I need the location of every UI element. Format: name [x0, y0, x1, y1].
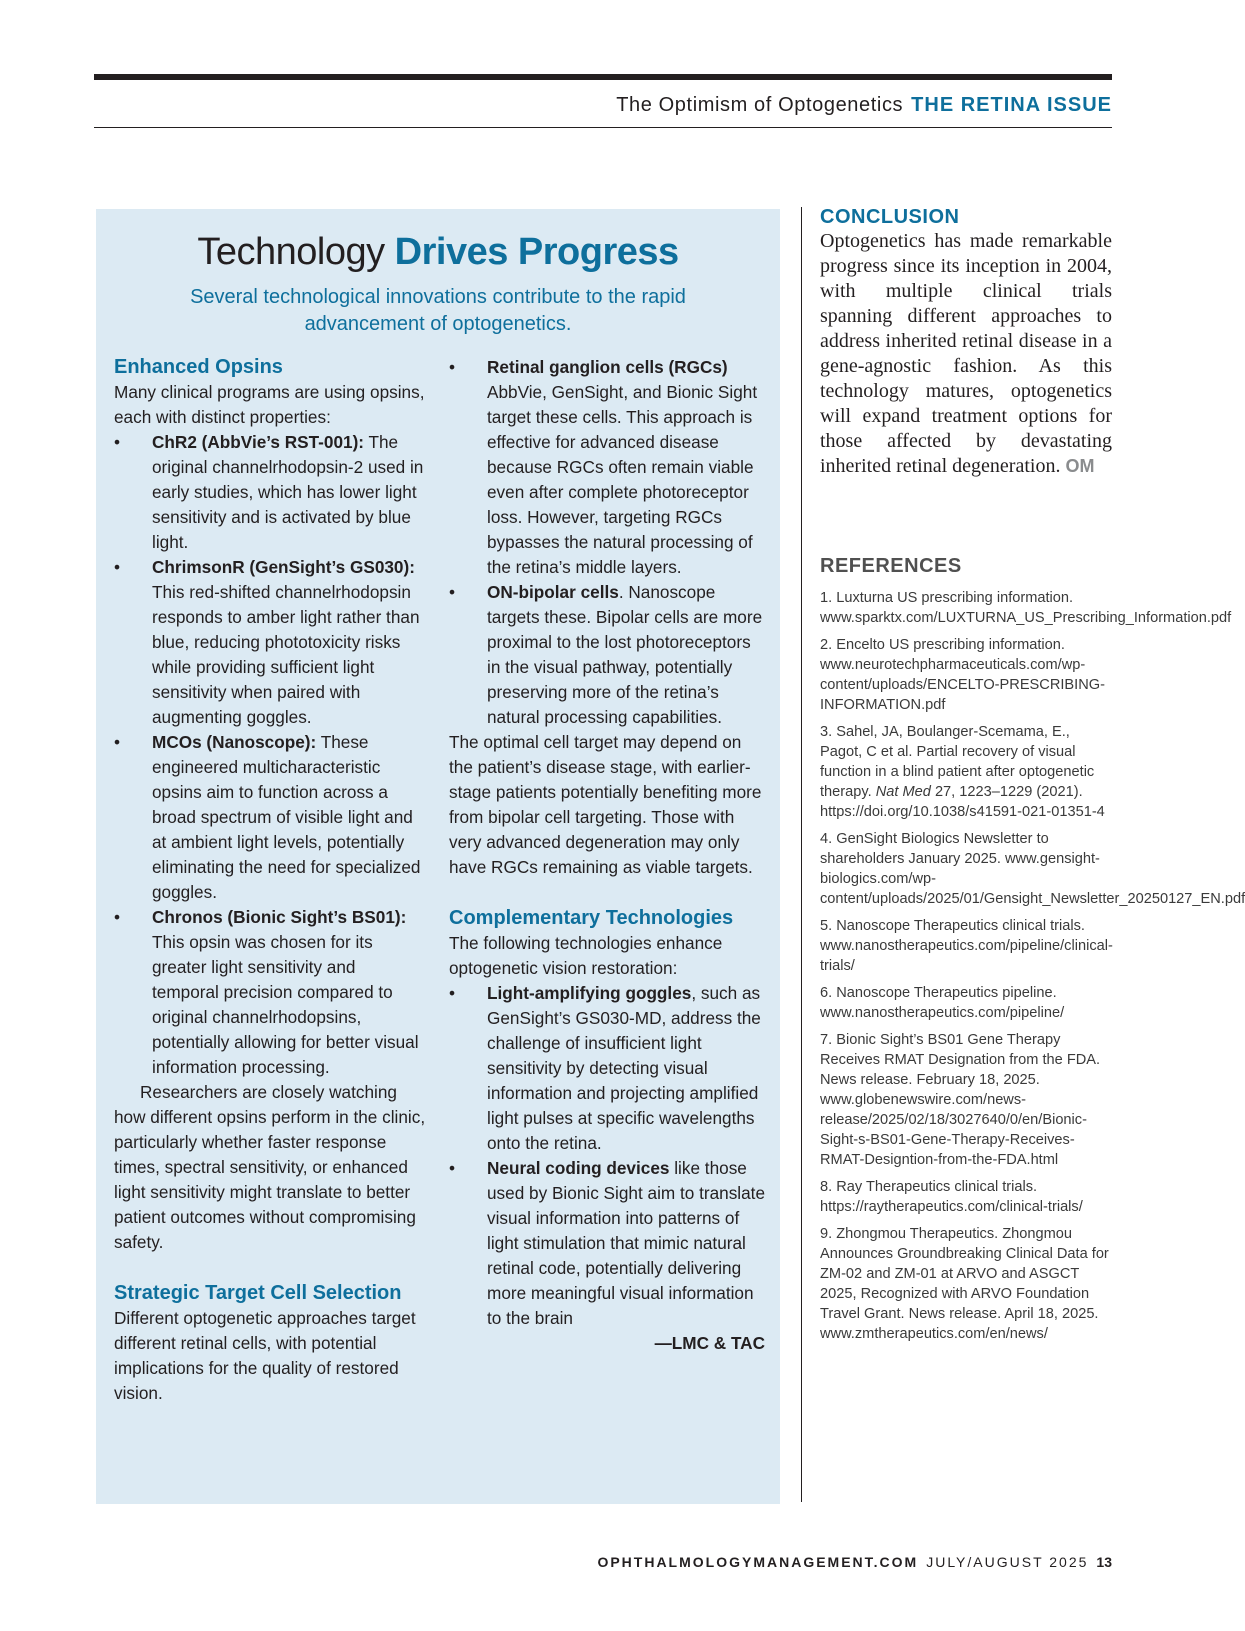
sidebar-left-column [114, 355, 426, 1406]
signoff: —LMC & TAC [654, 1333, 765, 1353]
top-rule [94, 74, 1112, 80]
sidebar-title [96, 228, 780, 276]
strategic-heading: Strategic Target Cell Selection [114, 1282, 402, 1304]
header-rule [94, 127, 1112, 128]
reference-item: 8. Ray Therapeutics clinical trials. https://raytherapeutics.com/clinical-trials/ [820, 1179, 1083, 1215]
item-text: These engineered multicharacteristic opsins aim to function across a broad spectrum of visible light and at ambient light levels, potentially eliminating the need for specialized goggles. [152, 732, 421, 902]
list-item [114, 730, 426, 905]
section-title: The Optimism of Optogenetics [616, 94, 904, 116]
footer-date: JULY/AUGUST 2025 [926, 1554, 1089, 1570]
end-mark: OM [1065, 456, 1095, 476]
sidebar-right-column [449, 355, 765, 1356]
strategic-intro: Different optogenetic approaches target different retinal cells, with potential implications for the quality of restored vision. [114, 1308, 416, 1403]
item-term: ChR2 (AbbVie’s RST-001): [152, 432, 365, 452]
item-term: Chronos (Bionic Sight’s BS01): [152, 907, 407, 927]
item-term: ChrimsonR (GenSight’s GS030): [152, 557, 415, 577]
column-divider [801, 207, 802, 1502]
reference-item [820, 722, 1112, 822]
reference-text: 3. Sahel, JA, Boulanger-Scemama, E., Pagot, C et al. Partial recovery of visual function in a blind patient after optogenetic therapy. [820, 724, 1095, 800]
list-item [114, 430, 426, 555]
item-text: AbbVie, GenSight, and Bionic Sight target these cells. This approach is effective for advanced disease because RGCs often remain viable even after complete photoreceptor loss. However, targeting RGCs bypasses the natural processing of the retina’s middle layers. [487, 382, 758, 577]
sidebar-dek: Several technological innovations contribute to the rapid advancement of optogenetics. [190, 286, 686, 335]
complementary-intro: The following technologies enhance optogenetic vision restoration: [449, 933, 723, 978]
journal-name: Nat Med [875, 784, 931, 800]
list-item [449, 355, 765, 580]
strategic-outro: The optimal cell target may depend on the patient’s disease stage, with earlier-stage patients potentially benefiting more from bipolar cell targeting. Those with very advanced degeneration may only have RGCs remaining as viable targets. [449, 732, 762, 877]
conclusion-heading: CONCLUSION [820, 206, 960, 228]
reference-item: 4. GenSight Biologics Newsletter to shareholders January 2025. www.gensight-biologics.com/wp-content/uploads/2025/01/Gensight_Newsletter_20250127_EN.pdf [820, 831, 1245, 907]
item-text: The original channelrhodopsin-2 used in early studies, which has lower light sensitivity and is activated by blue light. [152, 432, 424, 552]
list-item [114, 905, 426, 1080]
list-item [114, 555, 426, 730]
title-regular: Technology [197, 231, 385, 273]
conclusion-body: Optogenetics has made remarkable progress since its inception in 2004, with multiple clinical trials spanning different approaches to address inherited retinal disease in a gene-agnostic fashion. As this technology matures, optogenetics will expand treatment options for those affected by devastating inherited retinal degeneration. [820, 230, 1112, 477]
enhanced-opsins-intro: Many clinical programs are using opsins, each with distinct properties: [114, 382, 425, 427]
reference-item: 9. Zhongmou Therapeutics. Zhongmou Announces Groundbreaking Clinical Data for ZM-02 and ZM-01 at ARVO and ASGCT 2025, Recognized with ARVO Foundation Travel Grant. News release. April 18, 2025. www.zmtherapeutics.com/en/news/ [820, 1226, 1109, 1342]
reference-item: 1. Luxturna US prescribing information. www.sparktx.com/LUXTURNA_US_Prescribing_Information.pdf [820, 590, 1232, 626]
reference-item: 7. Bionic Sight’s BS01 Gene Therapy Receives RMAT Designation from the FDA. News release. February 18, 2025. www.globenewswire.com/news-release/2025/02/18/3027640/0/en/Bionic-Sight-s-BS01-Gene-Therapy-Receives-RMAT-Designtion-from-the-FDA.html [820, 1032, 1101, 1168]
item-text: This opsin was chosen for its greater light sensitivity and temporal precision compared to original channelrhodopsins, potentially allowing for better visual information processing. [152, 932, 419, 1077]
conclusion-text [820, 229, 1112, 479]
item-text: . Nanoscope targets these. Bipolar cells are more proximal to the lost photoreceptors in the visual pathway, potentially preserving more of the retina’s natural processing capabilities. [487, 582, 763, 727]
enhanced-opsins-outro: Researchers are closely watching how different opsins perform in the clinic, particularly whether faster response times, spectral sensitivity, or enhanced light sensitivity might translate to better patient outcomes without compromising safety. [114, 1082, 426, 1252]
title-bold: Drives Progress [394, 231, 679, 273]
references-list [820, 588, 1245, 1351]
references-heading: REFERENCES [820, 555, 962, 577]
item-text: , such as GenSight’s GS030-MD, address the challenge of insufficient light sensitivity by detecting visual information and projecting amplified light pulses at specific wavelengths onto the retina. [487, 983, 761, 1153]
issue-label: THE RETINA ISSUE [911, 94, 1112, 116]
running-header [94, 92, 1112, 118]
item-term: Neural coding devices [487, 1158, 670, 1178]
reference-item: 5. Nanoscope Therapeutics clinical trials. www.nanostherapeutics.com/pipeline/clinical-trials/ [820, 918, 1113, 974]
reference-item: 2. Encelto US prescribing information. www.neurotechpharmaceuticals.com/wp-content/uploads/ENCELTO-PRESCRIBING-INFORMATION.pdf [820, 637, 1105, 713]
list-item [449, 1156, 765, 1331]
item-term: Light-amplifying goggles [487, 983, 692, 1003]
list-item [449, 981, 765, 1156]
complementary-heading: Complementary Technologies [449, 907, 734, 929]
footer-site: OPHTHALMOLOGYMANAGEMENT.COM [597, 1554, 919, 1570]
reference-item: 6. Nanoscope Therapeutics pipeline. www.nanostherapeutics.com/pipeline/ [820, 985, 1065, 1021]
item-term: MCOs (Nanoscope): [152, 732, 317, 752]
item-term: ON-bipolar cells [487, 582, 619, 602]
item-text: like those used by Bionic Sight aim to translate visual information into patterns of light stimulation that mimic natural retinal code, potentially delivering more meaningful visual information to the brain [487, 1158, 766, 1328]
enhanced-opsins-heading: Enhanced Opsins [114, 356, 283, 378]
conclusion-section [820, 205, 1112, 479]
list-item [449, 580, 765, 730]
page-footer [94, 1554, 1112, 1570]
reference-citation: 27, 1223–1229 (2021). https://doi.org/10.1038/s41591-021-01351-4 [820, 784, 1105, 820]
item-term: Retinal ganglion cells (RGCs) [487, 357, 728, 377]
item-text: This red-shifted channelrhodopsin responds to amber light rather than blue, reducing phototoxicity risks while providing sufficient light sensitivity when paired with augmenting goggles. [152, 582, 420, 727]
page-number: 13 [1096, 1554, 1112, 1570]
